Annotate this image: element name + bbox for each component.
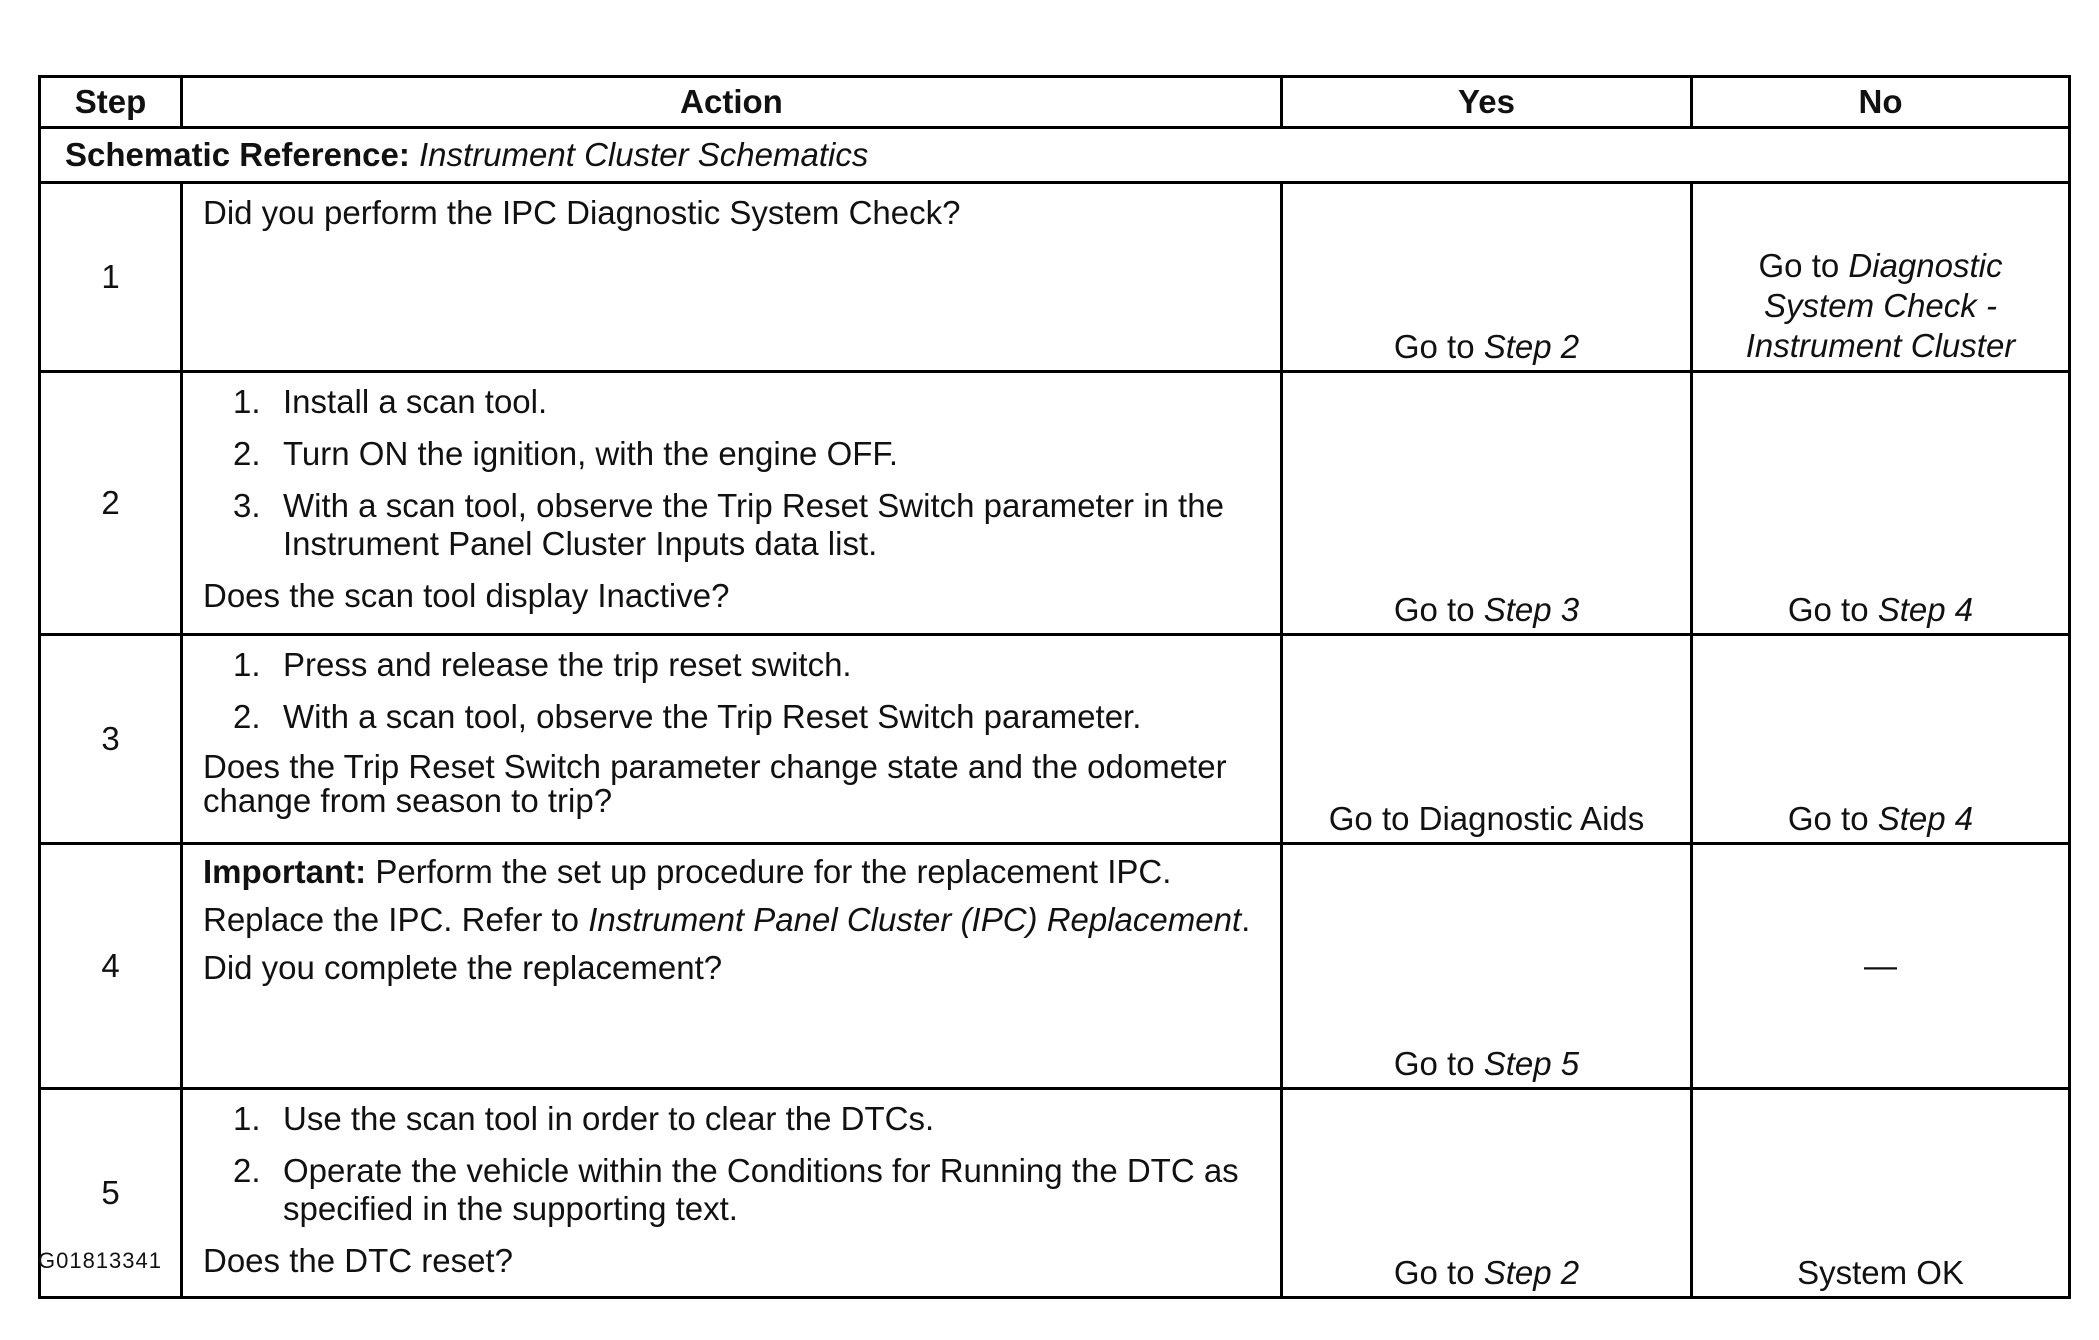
no-link-line1[interactable]: Diagnostic — [1848, 247, 2003, 284]
table-row — [40, 844, 2070, 1089]
step-number: 2 — [40, 372, 182, 635]
replace-prefix: Replace the IPC. Refer to — [203, 901, 589, 938]
important-text: Perform the set up procedure for the replacement IPC. — [366, 853, 1172, 890]
important-label: Important: — [203, 853, 367, 890]
action-cell — [182, 635, 1282, 844]
no-link-line2[interactable]: System Check - — [1764, 287, 1997, 324]
table-row — [40, 183, 2070, 372]
yes-cell — [1282, 183, 1692, 372]
table-row — [40, 372, 2070, 635]
no-prefix: Go to — [1758, 247, 1849, 284]
question: Did you complete the replacement? — [203, 949, 723, 986]
yes-step-link[interactable]: Step 2 — [1483, 1254, 1580, 1291]
no-cell — [1692, 372, 2070, 635]
no-prefix: Go to — [1787, 800, 1878, 837]
no-cell — [1692, 635, 2070, 844]
list-item — [233, 435, 1266, 473]
question: Does the Trip Reset Switch parameter change state and the odometer change from season to trip? — [203, 748, 1227, 819]
yes-cell[interactable]: Go to Diagnostic Aids — [1282, 635, 1692, 844]
yes-cell — [1282, 844, 1692, 1089]
header-step: Step — [40, 77, 182, 128]
diagnostic-table — [38, 75, 2071, 1299]
substep-number: 2. — [233, 698, 261, 735]
substep-text: Operate the vehicle within the Conditions for Running the DTC as specified in the supporting text. — [283, 1152, 1239, 1227]
list-item — [233, 1100, 1266, 1138]
schematic-link[interactable]: Instrument Cluster Schematics — [419, 136, 869, 173]
substep-text: Use the scan tool in order to clear the DTCs. — [283, 1100, 935, 1137]
yes-prefix: Go to — [1393, 1045, 1484, 1082]
table-row — [40, 635, 2070, 844]
yes-cell — [1282, 372, 1692, 635]
substep-text: Install a scan tool. — [283, 383, 548, 420]
no-link-line3[interactable]: Instrument Cluster — [1745, 327, 2016, 364]
question: Does the DTC reset? — [203, 1242, 513, 1279]
replace-instruction — [203, 903, 1266, 937]
schematic-label: Schematic Reference: — [65, 136, 410, 173]
list-item — [233, 1152, 1266, 1228]
question: Does the scan tool display Inactive? — [203, 577, 730, 614]
step-number: 5 — [40, 1089, 182, 1298]
substep-text: With a scan tool, observe the Trip Reset Switch parameter. — [283, 698, 1142, 735]
no-cell: — — [1692, 844, 2070, 1089]
list-item — [233, 487, 1266, 563]
replace-suffix: . — [1241, 901, 1251, 938]
yes-prefix: Go to — [1393, 1254, 1484, 1291]
substep-number: 1. — [233, 1100, 261, 1137]
action-cell — [182, 183, 1282, 372]
question: Did you perform the IPC Diagnostic System Check? — [203, 194, 961, 231]
figure-id: G01813341 — [38, 1248, 162, 1273]
step-number: 4 — [40, 844, 182, 1089]
header-yes: Yes — [1282, 77, 1692, 128]
list-item — [233, 698, 1266, 736]
yes-cell — [1282, 1089, 1692, 1298]
substep-number: 2. — [233, 1152, 261, 1189]
schematic-reference — [40, 128, 2070, 183]
step-number: 3 — [40, 635, 182, 844]
substep-number: 2. — [233, 435, 261, 472]
substep-number: 1. — [233, 383, 261, 420]
important-note — [203, 855, 1266, 889]
substep-number: 3. — [233, 487, 261, 524]
yes-prefix: Go to — [1393, 328, 1484, 365]
substep-list — [203, 646, 1266, 736]
yes-step-link[interactable]: Step 5 — [1483, 1045, 1580, 1082]
substep-text: Turn ON the ignition, with the engine OFF. — [283, 435, 899, 472]
no-cell: System OK — [1692, 1089, 2070, 1298]
substep-text: With a scan tool, observe the Trip Reset Switch parameter in the Instrument Panel Cluster Inputs data list. — [283, 487, 1224, 562]
action-cell — [182, 844, 1282, 1089]
list-item — [233, 646, 1266, 684]
substep-list — [203, 1100, 1266, 1228]
header-action: Action — [182, 77, 1282, 128]
step-number: 1 — [40, 183, 182, 372]
list-item — [233, 383, 1266, 421]
schematic-reference-row — [40, 128, 2070, 183]
action-cell — [182, 372, 1282, 635]
header-row — [40, 77, 2070, 128]
table-row — [40, 1089, 2070, 1298]
replacement-link[interactable]: Instrument Panel Cluster (IPC) Replacement — [588, 901, 1242, 938]
substep-text: Press and release the trip reset switch. — [283, 646, 852, 683]
header-no: No — [1692, 77, 2070, 128]
action-cell — [182, 1089, 1282, 1298]
no-prefix: Go to — [1787, 591, 1878, 628]
no-step-link[interactable]: Step 4 — [1877, 591, 1974, 628]
yes-prefix: Go to — [1393, 591, 1484, 628]
substep-list — [203, 383, 1266, 563]
yes-step-link[interactable]: Step 2 — [1483, 328, 1580, 365]
no-step-link[interactable]: Step 4 — [1877, 800, 1974, 837]
yes-step-link[interactable]: Step 3 — [1483, 591, 1580, 628]
diagnostic-table-container — [38, 75, 2068, 1299]
no-cell — [1692, 183, 2070, 372]
substep-number: 1. — [233, 646, 261, 683]
